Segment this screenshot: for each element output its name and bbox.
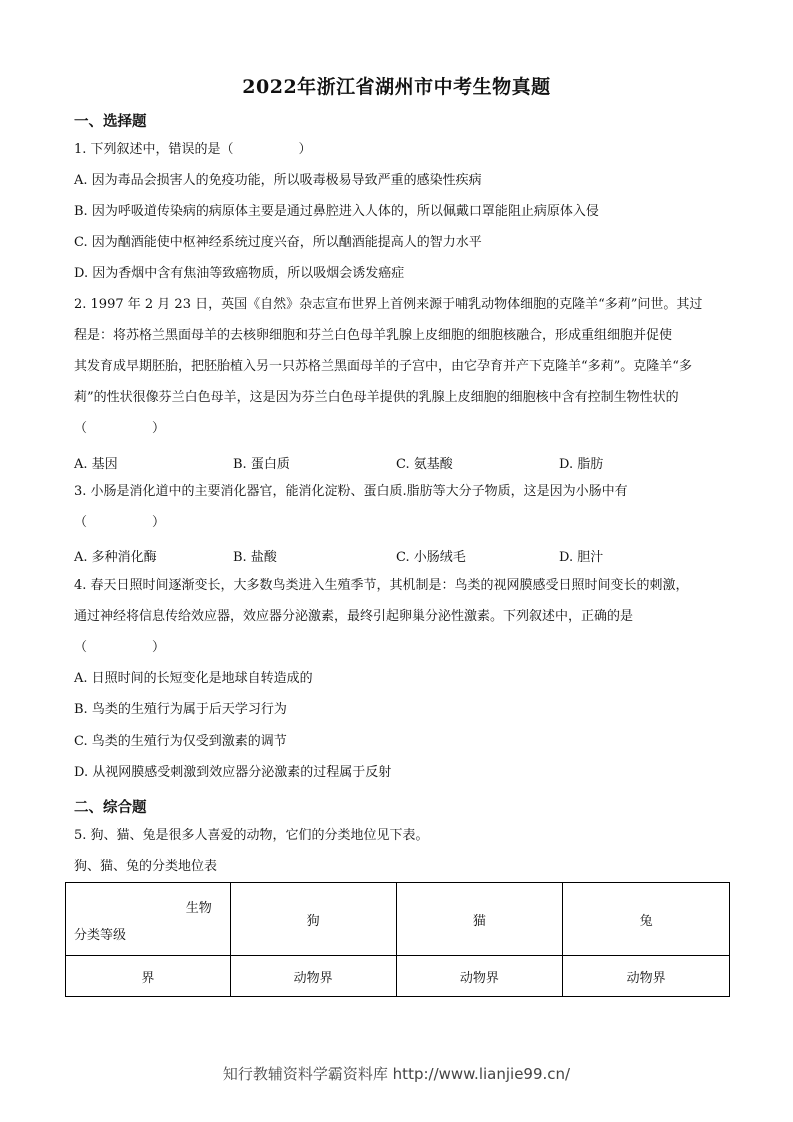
table-cell: 动物界	[396, 956, 563, 997]
footer-watermark: 知行教辅资料学霸资料库 http://www.lianjie99.cn/	[222, 1065, 571, 1083]
corner-label-rank: 分类等级	[74, 928, 127, 943]
question-4-option-d: D. 从视网膜感受刺激到效应器分泌激素的过程属于反射	[74, 765, 392, 780]
question-5-stem: 5. 狗、猫、兔是很多人喜爱的动物，它们的分类地位见下表。	[74, 828, 429, 843]
question-4-answer-blank: （ ）	[74, 640, 166, 655]
corner-label-organism: 生物	[185, 901, 212, 916]
table-header-row	[66, 883, 730, 956]
question-2-option-d: D. 脂肪	[559, 457, 604, 472]
question-3-option-d: D. 胆汁	[559, 550, 604, 565]
question-2-answer-blank: （ ）	[74, 421, 166, 436]
question-3-line: 3. 小肠是消化道中的主要消化器官，能消化淀粉、蛋白质.脂肪等大分子物质，这是因为小肠中有	[74, 484, 628, 499]
question-4-line: 通过神经将信息传给效应器，效应器分泌激素，最终引起卵巢分泌性激素。下列叙述中，正确的是	[74, 609, 634, 624]
question-4-option-c: C. 鸟类的生殖行为仅受到激素的调节	[74, 734, 287, 749]
classification-table	[65, 882, 730, 997]
question-3-option-b: B. 盐酸	[233, 550, 277, 565]
question-3-answer-blank: （ ）	[74, 515, 166, 530]
question-2-option-b: B. 蛋白质	[233, 457, 290, 472]
table-header-cell: 狗	[230, 883, 396, 956]
question-2-line: 莉”的性状很像芬兰白色母羊，这是因为芬兰白色母羊提供的乳腺上皮细胞的细胞核中含有控制生物性状的	[74, 390, 679, 405]
question-4-line: 4. 春天日照时间逐渐变长，大多数鸟类进入生殖季节，其机制是：鸟类的视网膜感受日照时间变长的刺激，	[74, 578, 689, 593]
question-2-line: 程是：将苏格兰黑面母羊的去核卵细胞和芬兰白色母羊乳腺上皮细胞的细胞核融合，形成重组细胞并促使	[74, 328, 673, 343]
question-2-option-a: A. 基因	[74, 457, 118, 472]
question-1-option-a: A. 因为毒品会损害人的免疫功能，所以吸毒极易导致严重的感染性疾病	[74, 173, 482, 188]
question-4-option-a: A. 日照时间的长短变化是地球自转造成的	[74, 671, 313, 686]
table-caption: 狗、猫、兔的分类地位表	[74, 859, 218, 874]
question-2-line: 2. 1997 年 2 月 23 日，英国《自然》杂志宣布世界上首例来源于哺乳动物体细胞的克隆羊“多莉”问世。其过	[74, 297, 703, 312]
question-1-option-d: D. 因为香烟中含有焦油等致癌物质，所以吸烟会诱发癌症	[74, 266, 405, 281]
question-3-option-c: C. 小肠绒毛	[396, 550, 466, 565]
table-row-label: 界	[66, 956, 231, 997]
page-title: 2022年浙江省湖州市中考生物真题	[242, 76, 551, 98]
table-cell: 动物界	[563, 956, 730, 997]
question-1-option-b: B. 因为呼吸道传染病的病原体主要是通过鼻腔进入人体的，所以佩戴口罩能阻止病原体入侵	[74, 204, 599, 219]
table-row	[66, 956, 730, 997]
table-corner-cell	[66, 883, 231, 956]
question-1-option-c: C. 因为酗酒能使中枢神经系统过度兴奋，所以酗酒能提高人的智力水平	[74, 235, 482, 250]
table-header-cell: 猫	[396, 883, 563, 956]
table-cell: 动物界	[230, 956, 396, 997]
question-1-stem: 1. 下列叙述中，错误的是（ ）	[74, 142, 312, 157]
section-heading-comprehensive: 二、综合题	[74, 799, 147, 816]
question-3-option-a: A. 多种消化酶	[74, 550, 157, 565]
question-4-option-b: B. 鸟类的生殖行为属于后天学习行为	[74, 702, 287, 717]
section-heading-choice: 一、选择题	[74, 113, 147, 130]
question-2-line: 其发育成早期胚胎，把胚胎植入另一只苏格兰黑面母羊的子宫中，由它孕育并产下克隆羊“多莉”。克隆羊“多	[74, 359, 692, 374]
question-2-option-c: C. 氨基酸	[396, 457, 453, 472]
table-header-cell: 兔	[563, 883, 730, 956]
